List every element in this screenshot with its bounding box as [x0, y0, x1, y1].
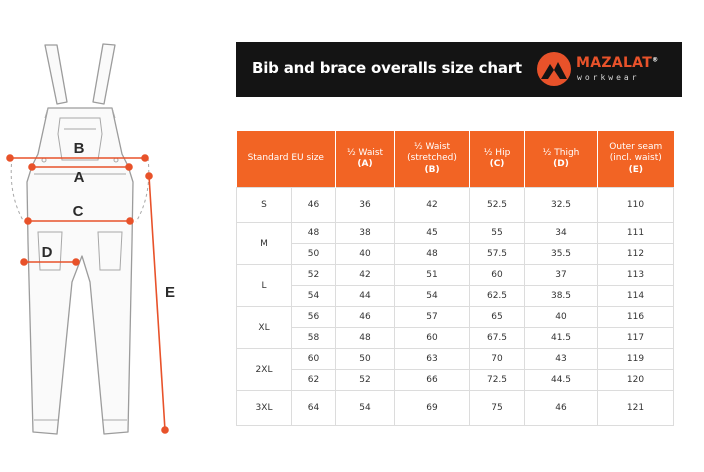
table-cell: 112 — [598, 244, 674, 265]
table-cell: 46 — [525, 391, 598, 426]
column-header — [237, 131, 336, 188]
table-cell: 72.5 — [470, 370, 525, 391]
table-cell: 65 — [470, 307, 525, 328]
table-cell: 43 — [525, 349, 598, 370]
column-header-label: Standard EU size — [247, 153, 324, 164]
table-cell: 57.5 — [470, 244, 525, 265]
table-cell: 55 — [470, 223, 525, 244]
column-header-label: ½ Waist — [346, 147, 384, 158]
label-a: A — [73, 169, 85, 186]
table-cell: 44 — [336, 286, 395, 307]
column-header — [336, 131, 395, 188]
table-cell: 54 — [395, 286, 470, 307]
table-cell: 120 — [598, 370, 674, 391]
label-b: B — [73, 140, 85, 157]
table-cell: 48 — [395, 244, 470, 265]
size-label-cell: S — [237, 188, 292, 223]
table-cell: 110 — [598, 188, 674, 223]
guide-dot — [7, 155, 13, 161]
chart-title: Bib and brace overalls size chart — [252, 59, 522, 77]
table-cell: 44.5 — [525, 370, 598, 391]
column-header-letter: (D) — [553, 159, 569, 169]
table-cell: 121 — [598, 391, 674, 426]
table-cell: 60 — [292, 349, 336, 370]
table-cell: 63 — [395, 349, 470, 370]
overalls-illustration — [0, 0, 215, 472]
table-cell: 34 — [525, 223, 598, 244]
table-cell: 116 — [598, 307, 674, 328]
size-label-cell: XL — [237, 307, 292, 349]
table-cell: 70 — [470, 349, 525, 370]
table-cell: 67.5 — [470, 328, 525, 349]
table-cell: 45 — [395, 223, 470, 244]
size-label-cell: 2XL — [237, 349, 292, 391]
table-cell: 119 — [598, 349, 674, 370]
table-cell: 36 — [336, 188, 395, 223]
column-header — [525, 131, 598, 188]
table-cell: 38.5 — [525, 286, 598, 307]
table-row — [237, 328, 674, 349]
table-cell: 40 — [525, 307, 598, 328]
table-row — [237, 286, 674, 307]
size-table — [236, 131, 674, 426]
table-cell: 54 — [292, 286, 336, 307]
table-cell: 75 — [470, 391, 525, 426]
column-header-letter: (E) — [628, 164, 643, 175]
table-cell: 32.5 — [525, 188, 598, 223]
label-c: C — [72, 203, 84, 220]
table-row — [237, 307, 674, 328]
label-e: E — [164, 284, 176, 301]
table-row — [237, 391, 674, 426]
size-label-cell: 3XL — [237, 391, 292, 426]
table-cell: 40 — [336, 244, 395, 265]
column-header-label: Outer seam (incl. waist) — [609, 142, 663, 164]
table-cell: 64 — [292, 391, 336, 426]
mountain-logo-icon — [536, 51, 572, 87]
column-header — [598, 131, 674, 188]
size-label-cell: M — [237, 223, 292, 265]
table-cell: 66 — [395, 370, 470, 391]
table-row — [237, 223, 674, 244]
size-label-cell: L — [237, 265, 292, 307]
table-cell: 60 — [395, 328, 470, 349]
table-cell: 48 — [336, 328, 395, 349]
table-cell: 54 — [336, 391, 395, 426]
column-header — [470, 131, 525, 188]
column-header-letter: (A) — [357, 159, 373, 169]
table-cell: 50 — [336, 349, 395, 370]
table-cell: 69 — [395, 391, 470, 426]
column-header-letter: (C) — [489, 159, 505, 169]
guide-dot — [142, 155, 148, 161]
table-row — [237, 370, 674, 391]
table-row — [237, 349, 674, 370]
table-cell: 41.5 — [525, 328, 598, 349]
brand-name: MAZALAT® — [576, 55, 659, 71]
table-cell: 113 — [598, 265, 674, 286]
column-header-label: ½ Waist (stretched) — [407, 142, 457, 164]
table-cell: 57 — [395, 307, 470, 328]
table-cell: 117 — [598, 328, 674, 349]
table-cell: 52 — [336, 370, 395, 391]
table-cell: 42 — [336, 265, 395, 286]
table-row — [237, 265, 674, 286]
label-d: D — [41, 244, 53, 261]
table-cell: 52.5 — [470, 188, 525, 223]
table-cell: 56 — [292, 307, 336, 328]
column-header — [395, 131, 470, 188]
table-cell: 62.5 — [470, 286, 525, 307]
table-header-row — [237, 131, 674, 188]
column-header-letter: (B) — [424, 164, 440, 175]
table-cell: 42 — [395, 188, 470, 223]
table-cell: 52 — [292, 265, 336, 286]
table-cell: 38 — [336, 223, 395, 244]
table-cell: 60 — [470, 265, 525, 286]
table-cell: 111 — [598, 223, 674, 244]
table-cell: 62 — [292, 370, 336, 391]
table-cell: 46 — [336, 307, 395, 328]
table-cell: 50 — [292, 244, 336, 265]
brand-tagline: workwear — [577, 73, 640, 82]
table-cell: 46 — [292, 188, 336, 223]
table-row — [237, 188, 674, 223]
table-cell: 35.5 — [525, 244, 598, 265]
table-cell: 48 — [292, 223, 336, 244]
table-cell: 37 — [525, 265, 598, 286]
table-cell: 51 — [395, 265, 470, 286]
column-header-label: ½ Thigh — [542, 147, 580, 158]
table-cell: 114 — [598, 286, 674, 307]
table-cell: 58 — [292, 328, 336, 349]
table-row — [237, 244, 674, 265]
title-banner — [236, 42, 682, 97]
column-header-label: ½ Hip — [483, 147, 511, 158]
